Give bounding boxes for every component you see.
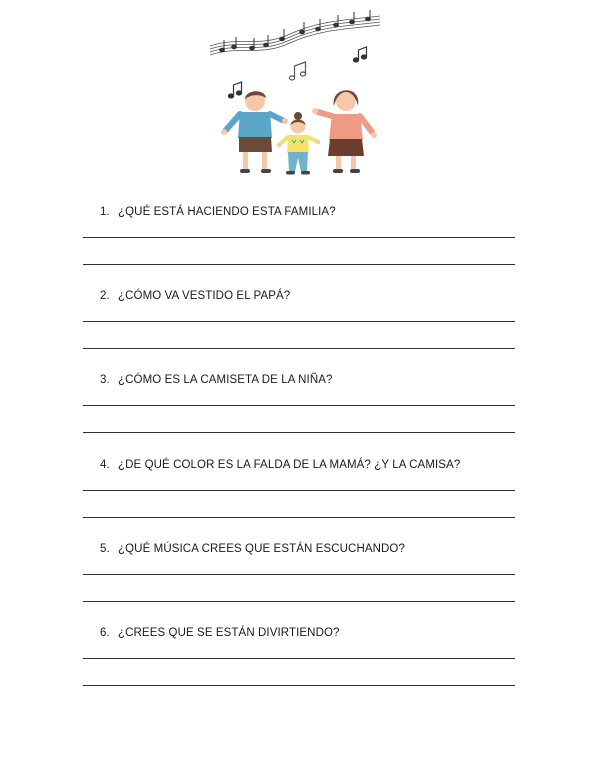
- music-note-icon: [228, 82, 241, 98]
- answer-line[interactable]: [83, 237, 515, 238]
- question-4: [100, 459, 460, 471]
- question-number: 4.: [100, 459, 110, 471]
- family-dancing-illustration: [200, 8, 400, 180]
- question-text: ¿CREES QUE SE ESTÁN DIVIRTIENDO?: [118, 627, 340, 639]
- question-text: ¿QUÉ ESTÁ HACIENDO ESTA FAMILIA?: [118, 206, 336, 218]
- question-2: [100, 290, 290, 302]
- question-number: 1.: [100, 206, 110, 218]
- question-number: 3.: [100, 374, 110, 386]
- answer-line[interactable]: [83, 490, 515, 491]
- answer-line[interactable]: [83, 405, 515, 406]
- answer-line[interactable]: [83, 658, 515, 659]
- question-number: 6.: [100, 627, 110, 639]
- answer-line[interactable]: [83, 432, 515, 433]
- question-5: [100, 543, 405, 555]
- question-number: 5.: [100, 543, 110, 555]
- question-text: ¿CÓMO ES LA CAMISETA DE LA NIÑA?: [118, 374, 333, 386]
- answer-line[interactable]: [83, 601, 515, 602]
- mother-figure: [312, 90, 377, 173]
- question-3: [100, 374, 333, 386]
- father-figure: [221, 91, 288, 173]
- answer-line[interactable]: [83, 685, 515, 686]
- question-number: 2.: [100, 290, 110, 302]
- question-text: ¿QUÉ MÚSICA CREES QUE ESTÁN ESCUCHANDO?: [118, 543, 405, 555]
- answer-line[interactable]: [83, 264, 515, 265]
- double-music-note-icon: [289, 62, 305, 80]
- question-text: ¿CÓMO VA VESTIDO EL PAPÁ?: [118, 290, 291, 302]
- question-1: [100, 206, 336, 218]
- answer-line[interactable]: [83, 517, 515, 518]
- answer-line[interactable]: [83, 348, 515, 349]
- staff-notes: [220, 10, 371, 52]
- music-note-icon: [353, 47, 366, 62]
- question-6: [100, 627, 340, 639]
- question-text: ¿DE QUÉ COLOR ES LA FALDA DE LA MAMÁ? ¿Y LA CAMISA?: [118, 459, 461, 471]
- answer-line[interactable]: [83, 321, 515, 322]
- answer-line[interactable]: [83, 574, 515, 575]
